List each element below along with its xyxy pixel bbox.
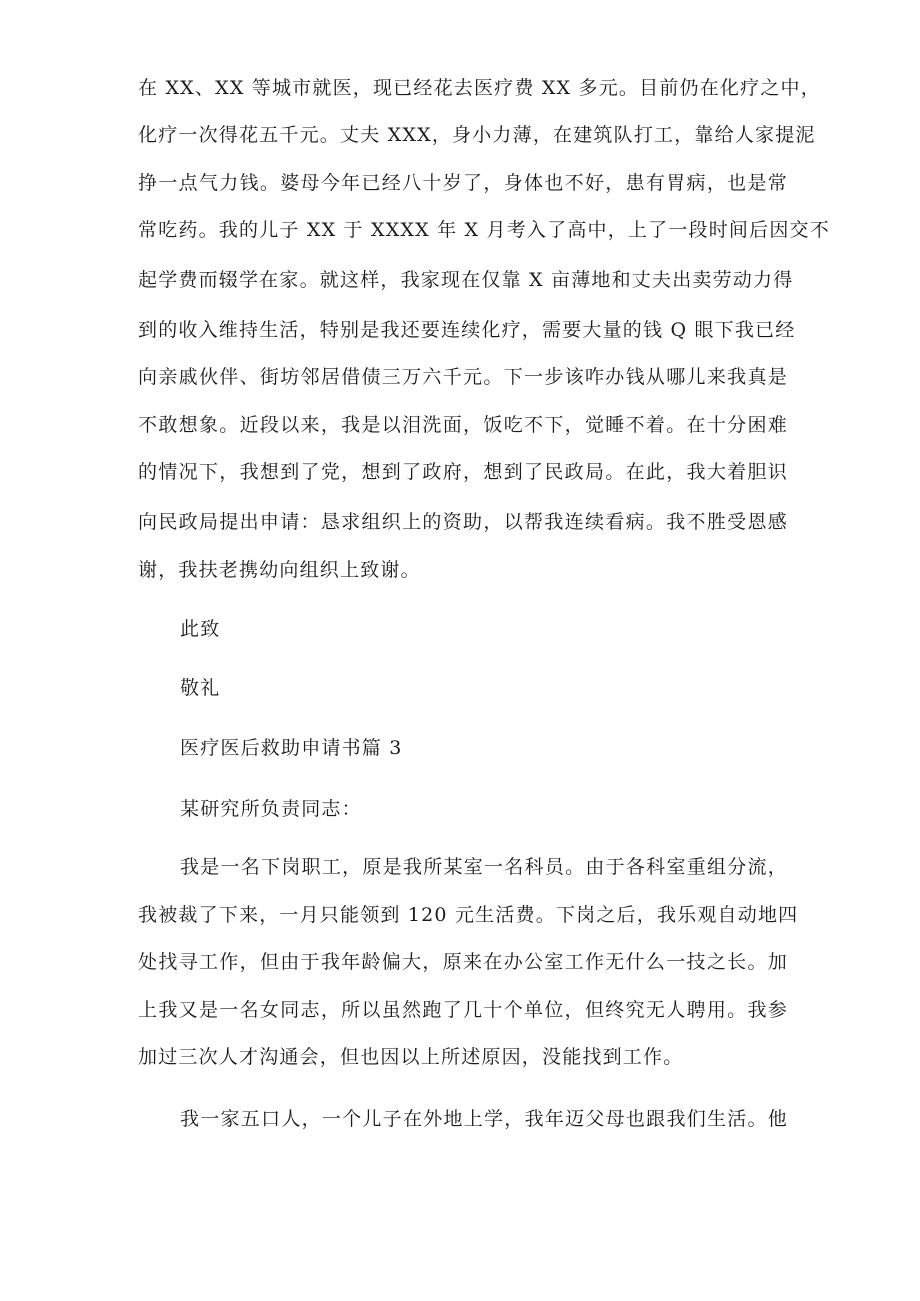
paragraph-1-line-7: 向亲戚伙伴、街坊邻居借债三万六千元。下一步该咋办钱从哪儿来我真是 (138, 366, 788, 388)
paragraph-2-line-5: 加过三次人才沟通会，但也因以上所述原因，没能找到工作。 (138, 1046, 684, 1068)
paragraph-2-line-2: 我被裁了下来，一月只能领到 120 元生活费。下岗之后，我乐观自动地四 (138, 904, 799, 926)
paragraph-1-line-8: 不敢想象。近段以来，我是以泪洗面，饭吃不下，觉睡不着。在十分困难 (138, 414, 788, 436)
paragraph-1-line-9: 的情况下，我想到了党，想到了政府，想到了民政局。在此，我大着胆识 (138, 461, 788, 483)
paragraph-1-line-1: 在 XX、XX 等城市就医，现已经花去医疗费 XX 多元。目前仍在化疗之中， (138, 77, 821, 99)
section-title: 医疗医后救助申请书篇 3 (180, 737, 403, 759)
addressee: 某研究所负责同志： (180, 798, 362, 820)
paragraph-1-line-3: 挣一点气力钱。婆母今年已经八十岁了，身体也不好，患有胃病，也是常 (138, 172, 788, 194)
paragraph-3-line-1: 我一家五口人，一个儿子在外地上学，我年迈父母也跟我们生活。他 (180, 1108, 788, 1130)
paragraph-2-line-3: 处找寻工作，但由于我年龄偏大，原来在办公室工作无什么一技之长。加 (138, 951, 788, 973)
closing-regards: 敬礼 (180, 677, 221, 699)
paragraph-1-line-2: 化疗一次得花五千元。丈夫 XXX，身小力薄，在建筑队打工，靠给人家提泥 (138, 124, 816, 146)
paragraph-1-line-5: 起学费而辍学在家。就这样，我家现在仅靠 X 亩薄地和丈夫出卖劳动力得 (138, 269, 794, 291)
paragraph-2-line-1: 我是一名下岗职工，原是我所某室一名科员。由于各科室重组分流， (180, 856, 788, 878)
paragraph-1-line-11: 谢，我扶老携幼向组织上致谢。 (138, 559, 421, 581)
paragraph-2-line-4: 上我又是一名女同志，所以虽然跑了几十个单位，但终究无人聘用。我参 (138, 999, 788, 1021)
paragraph-1-line-10: 向民政局提出申请：恳求组织上的资助，以帮我连续看病。我不胜受恩感 (138, 511, 788, 533)
closing-salutation: 此致 (180, 618, 221, 640)
paragraph-1-line-6: 到的收入维持生活，特别是我还要连续化疗，需要大量的钱 Q 眼下我已经 (138, 319, 796, 341)
paragraph-1-line-4: 常吃药。我的儿子 XX 于 XXXX 年 X 月考入了高中，上了一段时间后因交不 (138, 219, 830, 241)
